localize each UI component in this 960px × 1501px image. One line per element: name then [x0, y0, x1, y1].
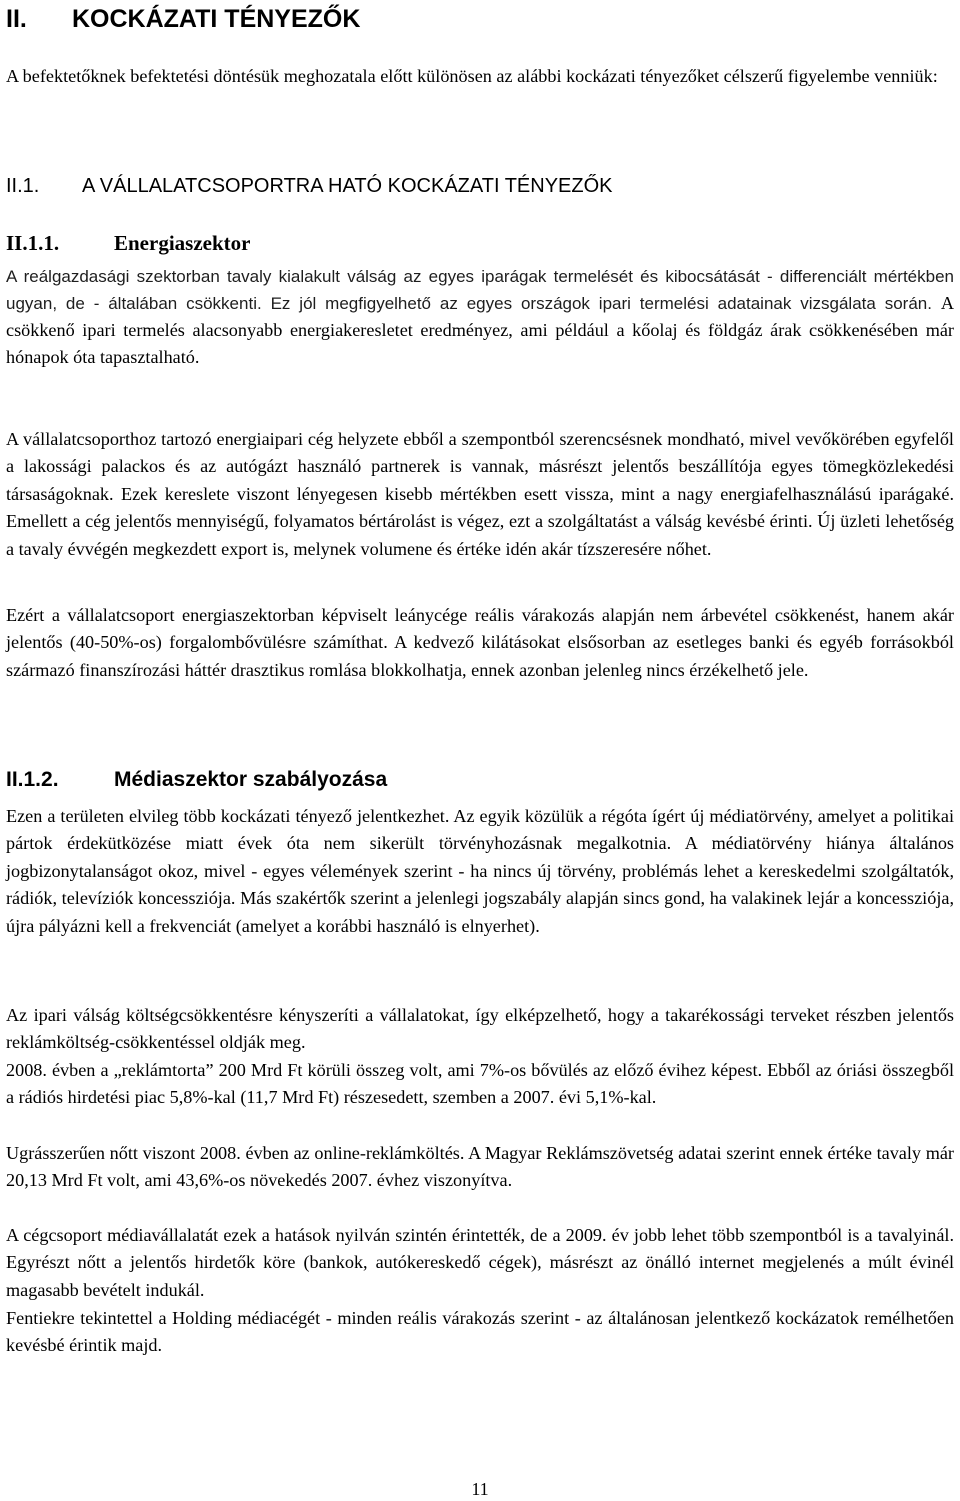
section-heading	[6, 2, 360, 36]
intro-paragraph: A befektetőknek befektetési döntésük meghozatala előtt különösen az alábbi kockázati tényezőket célszerű figyelembe venniük:	[6, 66, 938, 86]
media-number: II.1.2.	[6, 768, 59, 791]
media-paragraph-2: Az ipari válság költségcsökkentésre kényszeríti a vállalatokat, így elképzelhető, hogy a takarékossági terveket részben jelentős reklámköltség-csökkentéssel oldják meg.	[6, 1005, 954, 1053]
subsection-number: II.1.	[6, 175, 40, 197]
energy-paragraph-1	[6, 263, 954, 371]
energy-paragraph-3: Ezért a vállalatcsoport energiaszektorban képviselt leánycége reális várakozás alapján nem árbevétel csökkenést, hanem akár jelentős (40-50%-os) forgalombővülésre számíthat. A kedvező kilátásokat elsősorban az esetleges banki és egyéb forrásokból származó finanszírozási háttér drasztikus romlása blokkolhatja, ennek azonban jelenleg nincs érzékelhető jele.	[6, 605, 954, 680]
section-title: KOCKÁZATI TÉNYEZŐK	[72, 5, 361, 33]
energy-title: Energiaszektor	[114, 231, 251, 255]
media-paragraph-4: Ugrásszerűen nőtt viszont 2008. évben az online-reklámköltés. A Magyar Reklámszövetség adatai szerint ennek értéke tavaly már 20,13 Mrd Ft volt, ami 43,6%-os növekedés 2007. évhez viszonyítva.	[6, 1143, 954, 1191]
energy-heading	[6, 229, 250, 257]
media-paragraph-5: A cégcsoport médiavállalatát ezek a hatások nyilván szintén érintették, de a 2009. év jobb lehet több szempontból is a tavalyinál. Egyrészt nőtt a jelentős hirdetők köre (bankok, autókereskedő cégek), másrészt az önálló internet megjelenés a múlt évinél magasabb bevételt indukál.	[6, 1225, 954, 1300]
energy-sentence-2: Ez jól megfigyelhető az egyes országok ipari termelési adatainak vizsgálata során.	[270, 294, 932, 313]
energy-sentence-1: A reálgazdasági szektorban tavaly kialakult válság az egyes iparágak termelését és kibocsátását - differenciált mértékben ugyan, de - általában csökkenti.	[6, 267, 954, 313]
subsection-heading	[6, 172, 613, 200]
media-paragraph-1: Ezen a területen elvileg több kockázati tényező jelentkezhet. Az egyik közülük a régóta ígért új médiatörvény, amelyet a politikai pártok érdekütközése miatt évek óta nem sikerült törvényhozásnak megalkotnia. A médiatörvény hiánya általános jogbizonytalanságot okoz, mivel - egyes vélemények szerint - ha nincs új törvény, problémás lehet a kereskedelmi szolgáltatók, rádiók, televíziók koncessziója. Más szakértők szerint a jelenlegi jogszabály alapján sincs gond, ha valakinek lejár a koncessziója, újra pályázni kell a frekvenciát (amelyet a korábbi használó is elnyerhet).	[6, 806, 954, 936]
media-paragraph-3: 2008. évben a „reklámtorta” 200 Mrd Ft körüli összeg volt, ami 7%-os bővülés az előző évihez képest. Ebből az óriási összegből a rádiós hirdetési piac 5,8%-kal (11,7 Mrd Ft) részesedett, szemben a 2007. évi 5,1%-kal.	[6, 1060, 954, 1108]
energy-paragraph-2: A vállalatcsoporthoz tartozó energiaipari cég helyzete ebből a szempontból szerencsésnek mondható, mivel vevőkörében egyfelől a lakossági palackos és az autógázt használó partnerek is vannak, másrészt jelentős beszállítója egyes tömegközlekedési társaságoknak. Ezek kereslete viszont lényegesen kisebb mértékben esett vissza, mint a nagy energiafelhasználású iparágaké. Emellett a cég jelentős mennyiségű, folyamatos bértárolást is végez, ezt a szolgáltatást a válság kevésbé érinti. Új üzleti lehetőség a tavaly évvégén megkezdett export is, melynek volumene és értéke idén akár tízszeresére nőhet.	[6, 429, 954, 559]
media-title: Médiaszektor szabályozása	[114, 768, 388, 791]
media-paragraph-6: Fentiekre tekintettel a Holding médiacégét - minden reális várakozás szerint - az általánosan jelentkező kockázatok remélhetően kevésbé érintik majd.	[6, 1308, 954, 1356]
energy-sentence-3: A csökkenő ipari termelés alacsonyabb energiakeresletet eredményez, ami például a kőolaj és földgáz árak csökkenésében már hónapok óta tapasztalható.	[6, 293, 954, 367]
section-number: II.	[6, 5, 27, 33]
subsection-title: A VÁLLALATCSOPORTRA HATÓ KOCKÁZATI TÉNYEZŐK	[82, 175, 613, 197]
page-number: 11	[471, 1479, 489, 1499]
energy-number: II.1.1.	[6, 231, 60, 255]
media-heading	[6, 766, 387, 794]
